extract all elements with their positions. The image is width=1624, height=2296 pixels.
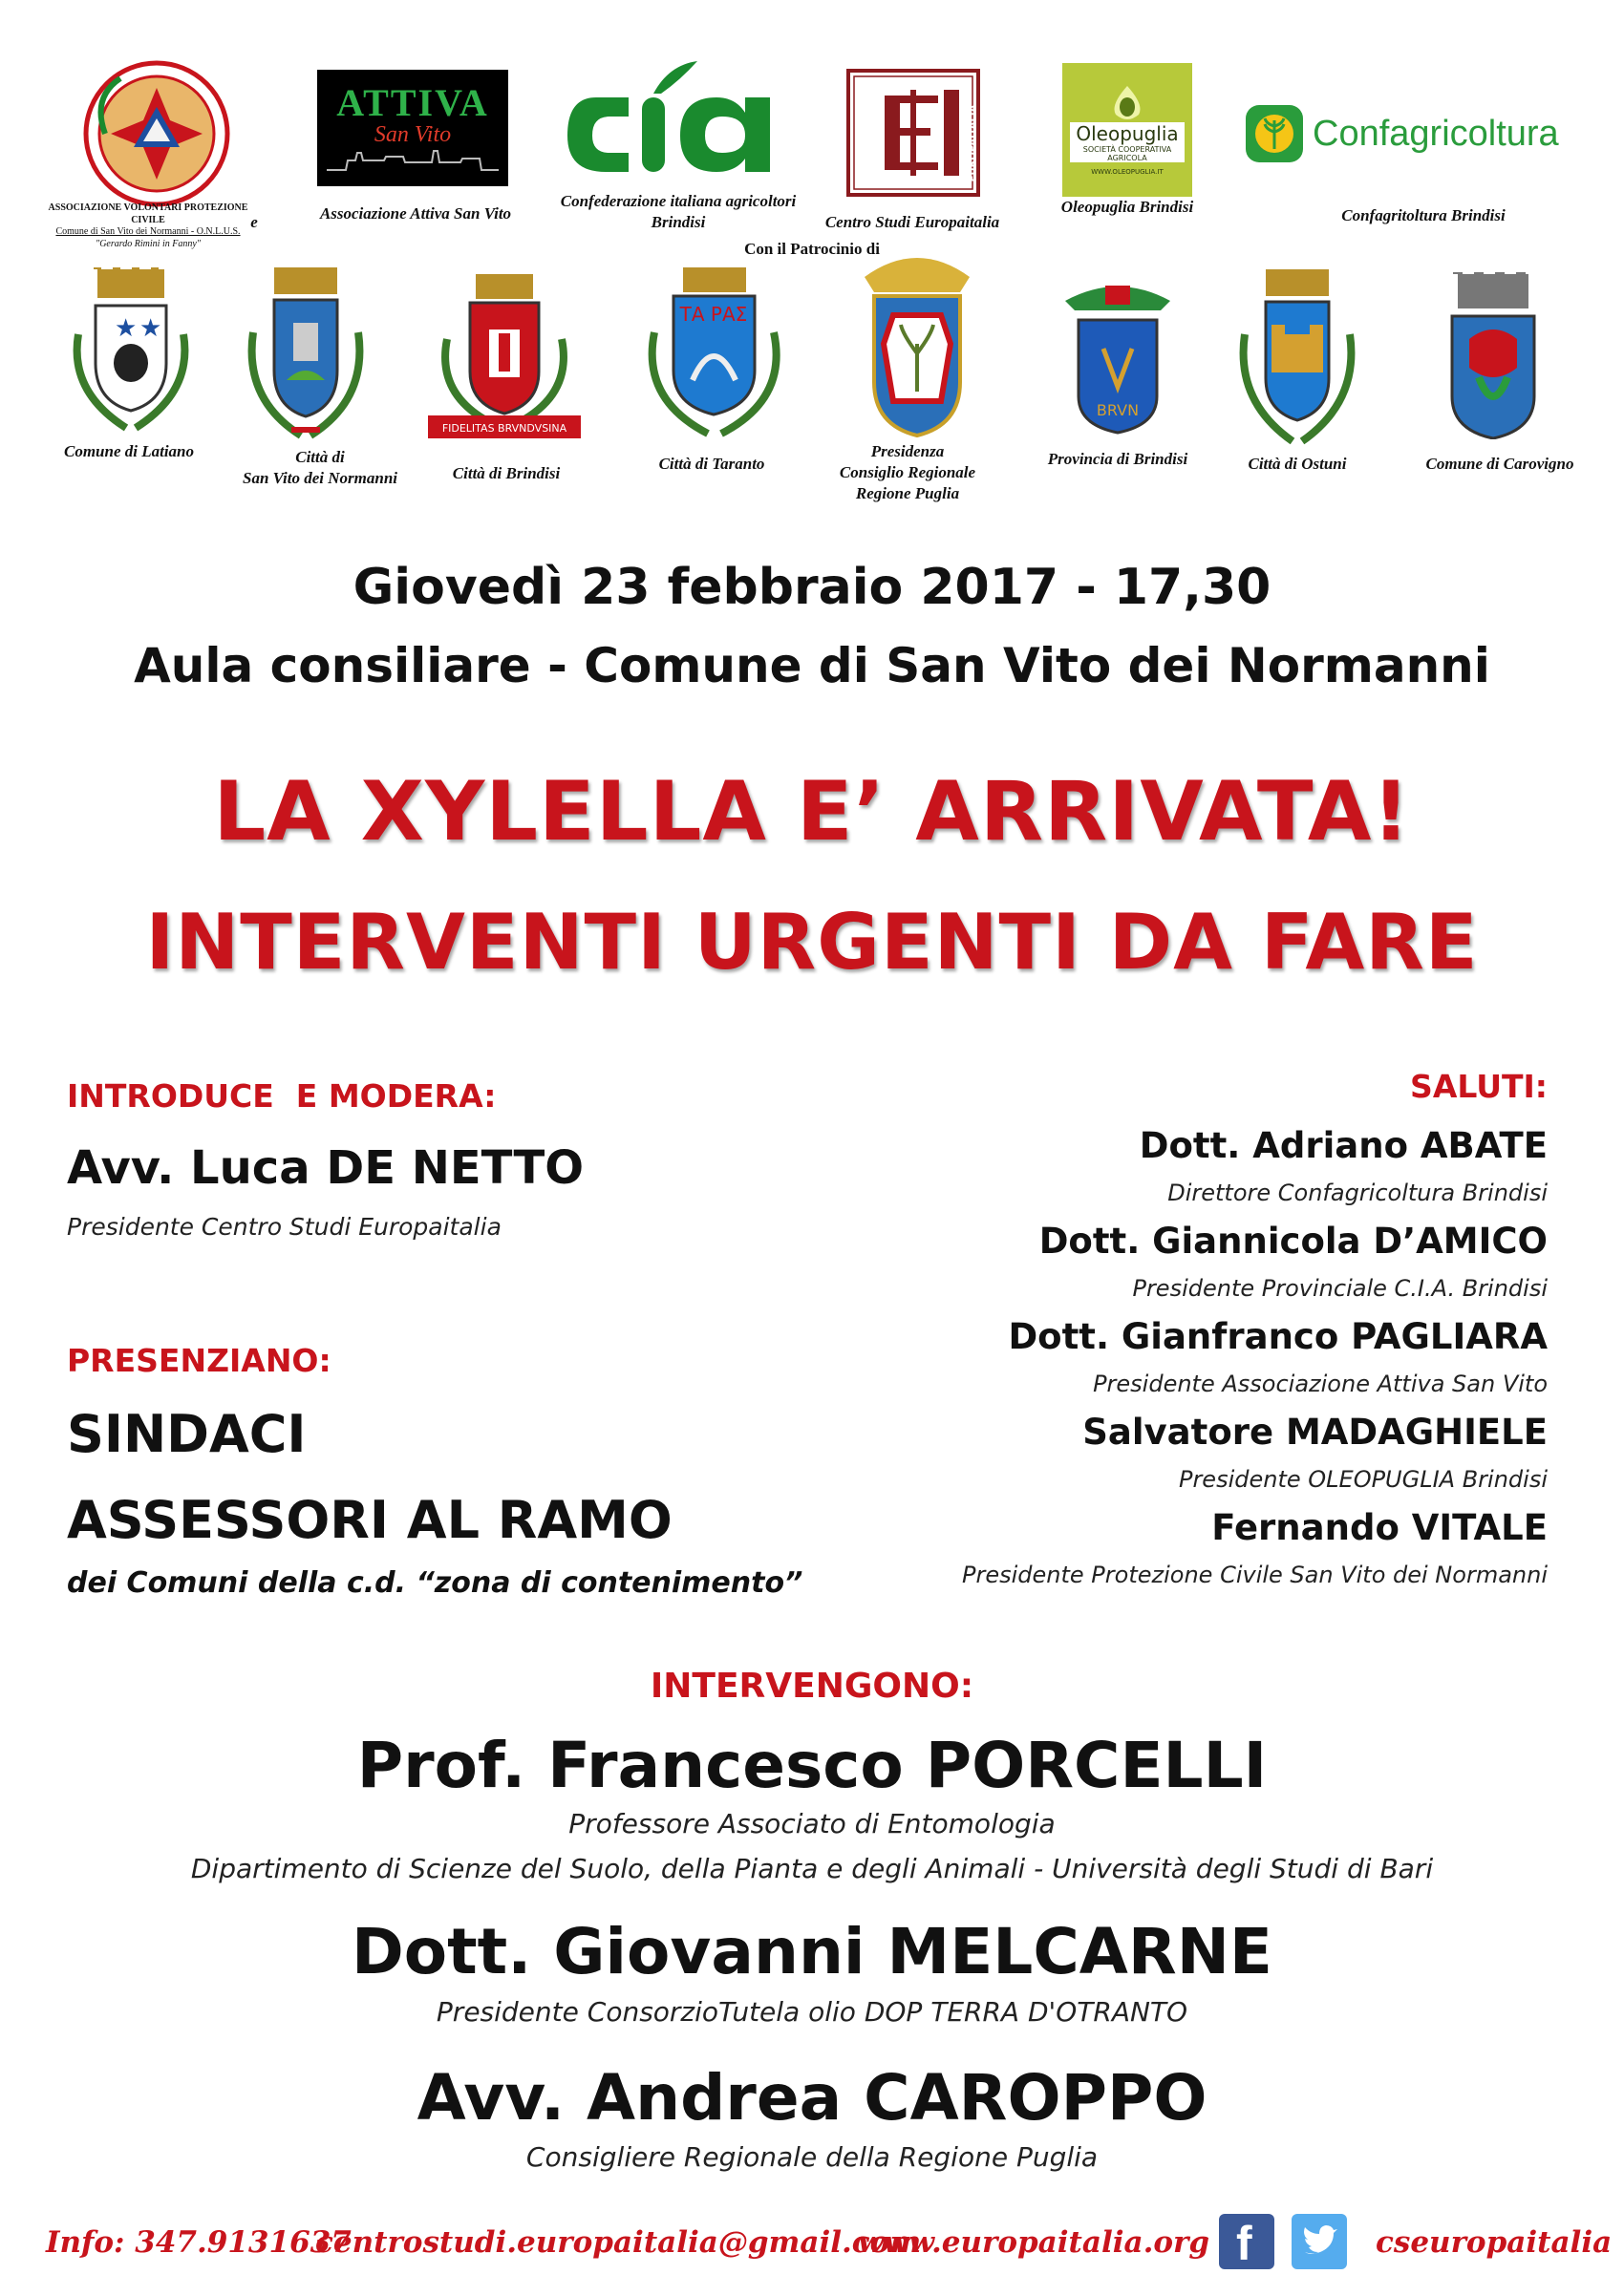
twitter-icon[interactable] [1292, 2214, 1347, 2269]
brindisi-crest [418, 272, 590, 444]
san-vito-caption-line1: Città di [295, 448, 345, 466]
olive-drop-icon [1099, 84, 1156, 122]
regione-caption-line1: Presidenza [870, 442, 945, 460]
provincia-brindisi-crest [1046, 272, 1189, 435]
avpc-caption-line3: "Gerardo Rimini in Fanny" [96, 238, 201, 249]
present-heading: PRESENZIANO: [67, 1342, 331, 1379]
protezione-civile-caption [48, 202, 248, 250]
greeting-name-3: Dott. Gianfranco PAGLIARA [1008, 1316, 1548, 1357]
footer-info: Info: 347.9131637 [46, 2225, 352, 2260]
attiva-logo-word1: ATTIVA [336, 80, 489, 124]
avpc-caption-line2: Comune di San Vito dei Normanni - O.N.L.U.S. [55, 226, 241, 237]
present-line1: SINDACI [67, 1404, 307, 1464]
attiva-caption: Associazione Attiva San Vito [319, 204, 512, 223]
europaitalia-caption: Centro Studi Europaitalia [824, 213, 1000, 231]
moderator-name: Avv. Luca DE NETTO [67, 1141, 585, 1195]
brindisi-motto: FIDELITAS BRVNDVSINA [441, 422, 567, 435]
greeting-role-1: Direttore Confagricoltura Brindisi [1167, 1180, 1548, 1206]
speaker-role-1a: Professore Associato di Entomologia [568, 1808, 1056, 1839]
san-vito-caption-line2: San Vito dei Normanni [242, 469, 398, 488]
oleo-logo-sub2: AGRICOLA [1070, 154, 1185, 162]
san-vito-caption [220, 447, 420, 489]
regione-puglia-crest [845, 248, 989, 439]
cia-caption: Confederazione italiana agricoltori Brindisi [560, 192, 797, 232]
speaker-role-1b: Dipartimento di Scienze del Suolo, della Pianta e degli Animali - Università degli Studi di Bari [190, 1853, 1434, 1884]
speaker-role-2: Presidente ConsorzioTutela olio DOP TERRA D'OTRANTO [436, 1996, 1188, 2028]
event-venue: Aula consiliare - Comune di San Vito dei Normanni [134, 638, 1490, 693]
latiano-crest [59, 267, 203, 435]
san-vito-crest [234, 266, 377, 442]
svg-text:★: ★ [115, 314, 138, 343]
present-line2: ASSESSORI AL RAMO [67, 1490, 673, 1550]
confagricoltura-logo [1244, 96, 1588, 172]
event-title-line2: INTERVENTI URGENTI DA FARE [145, 898, 1479, 987]
avpc-caption-e: e [250, 213, 258, 231]
facebook-glyph: f [1236, 2217, 1252, 2270]
regione-puglia-caption [802, 441, 1013, 504]
greeting-name-2: Dott. Giannicola D’AMICO [1038, 1221, 1548, 1262]
oleopuglia-caption: Oleopuglia Brindisi [1060, 198, 1194, 216]
greeting-name-5: Fernando VITALE [1211, 1507, 1548, 1548]
provincia-motto: BRVN [1096, 401, 1140, 419]
moderator-heading: INTRODUCE E MODERA: [67, 1077, 497, 1115]
oleopuglia-logo [1062, 63, 1192, 197]
greeting-role-4: Presidente OLEOPUGLIA Brindisi [1178, 1466, 1548, 1493]
speaker-name-2: Dott. Giovanni MELCARNE [351, 1915, 1273, 1988]
provincia-brindisi-caption: Provincia di Brindisi [1047, 450, 1188, 468]
attiva-logo-word2: San Vito [374, 121, 452, 147]
ostuni-crest [1226, 267, 1369, 449]
oleo-logo-url: WWW.OLEOPUGLIA.IT [1091, 168, 1164, 176]
greeting-role-3: Presidente Associazione Attiva San Vito [1093, 1371, 1548, 1397]
greetings-heading: SALUTI: [1410, 1068, 1548, 1105]
cia-logo [554, 59, 793, 183]
greeting-role-5: Presidente Protezione Civile San Vito dei Normanni [962, 1562, 1548, 1588]
confagricoltura-caption: Confagritoltura Brindisi [1341, 206, 1506, 224]
wheat-icon [1244, 103, 1305, 164]
patronage-label: Con il Patrocinio di [744, 240, 880, 258]
speaker-name-1: Prof. Francesco PORCELLI [356, 1729, 1268, 1802]
social-handle[interactable]: cseuropaitalia [1376, 2225, 1613, 2260]
brindisi-caption: Città di Brindisi [452, 464, 561, 482]
oleo-logo-sub1: SOCIETÀ COOPERATIVA [1070, 145, 1185, 154]
speakers-heading: INTERVENGONO: [650, 1667, 974, 1706]
footer-website[interactable]: www.europaitalia.org [858, 2225, 1210, 2260]
present-line3: dei Comuni della c.d. “zona di contenimento” [67, 1566, 803, 1600]
moderator-role: Presidente Centro Studi Europaitalia [67, 1213, 502, 1241]
facebook-icon[interactable] [1219, 2214, 1274, 2269]
greeting-name-4: Salvatore MADAGHIELE [1082, 1412, 1548, 1453]
speaker-name-3: Avv. Andrea CAROPPO [417, 2061, 1207, 2135]
regione-caption-line3: Regione Puglia [855, 484, 960, 503]
event-date: Giovedì 23 febbraio 2017 - 17,30 [353, 559, 1271, 616]
greeting-name-1: Dott. Adriano ABATE [1139, 1125, 1548, 1166]
carovigno-crest [1441, 272, 1546, 439]
greeting-role-2: Presidente Provinciale C.I.A. Brindisi [1132, 1275, 1548, 1302]
attiva-san-vito-logo [317, 70, 508, 186]
footer-email[interactable]: centrostudi.europaitalia@gmail.com [315, 2225, 922, 2260]
centro-studi-europaitalia-logo [846, 69, 980, 197]
speaker-role-3: Consigliere Regionale della Regione Puglia [525, 2141, 1099, 2173]
svg-text:★: ★ [139, 314, 162, 343]
avpc-caption-line1: ASSOCIAZIONE VOLONTARI PROTEZIONE CIVILE [48, 202, 248, 225]
carovigno-caption: Comune di Carovigno [1425, 455, 1574, 473]
protezione-civile-logo [82, 59, 231, 208]
europaitalia-vertical-label: EUROPAITALIA [967, 104, 978, 182]
taranto-caption: Città di Taranto [658, 455, 765, 473]
oleo-logo-title: Oleopuglia [1070, 122, 1185, 145]
confagri-logo-text: Confagricoltura [1313, 113, 1559, 154]
latiano-caption: Comune di Latiano [63, 442, 195, 460]
event-title-line1: LA XYLELLA E’ ARRIVATA! [213, 764, 1411, 860]
skyline-icon [327, 147, 499, 172]
taranto-crest [626, 266, 802, 439]
regione-caption-line2: Consiglio Regionale [839, 463, 976, 482]
ostuni-caption: Città di Ostuni [1248, 455, 1347, 473]
taranto-motto: ΤΑ ΡΑΣ [679, 303, 748, 326]
